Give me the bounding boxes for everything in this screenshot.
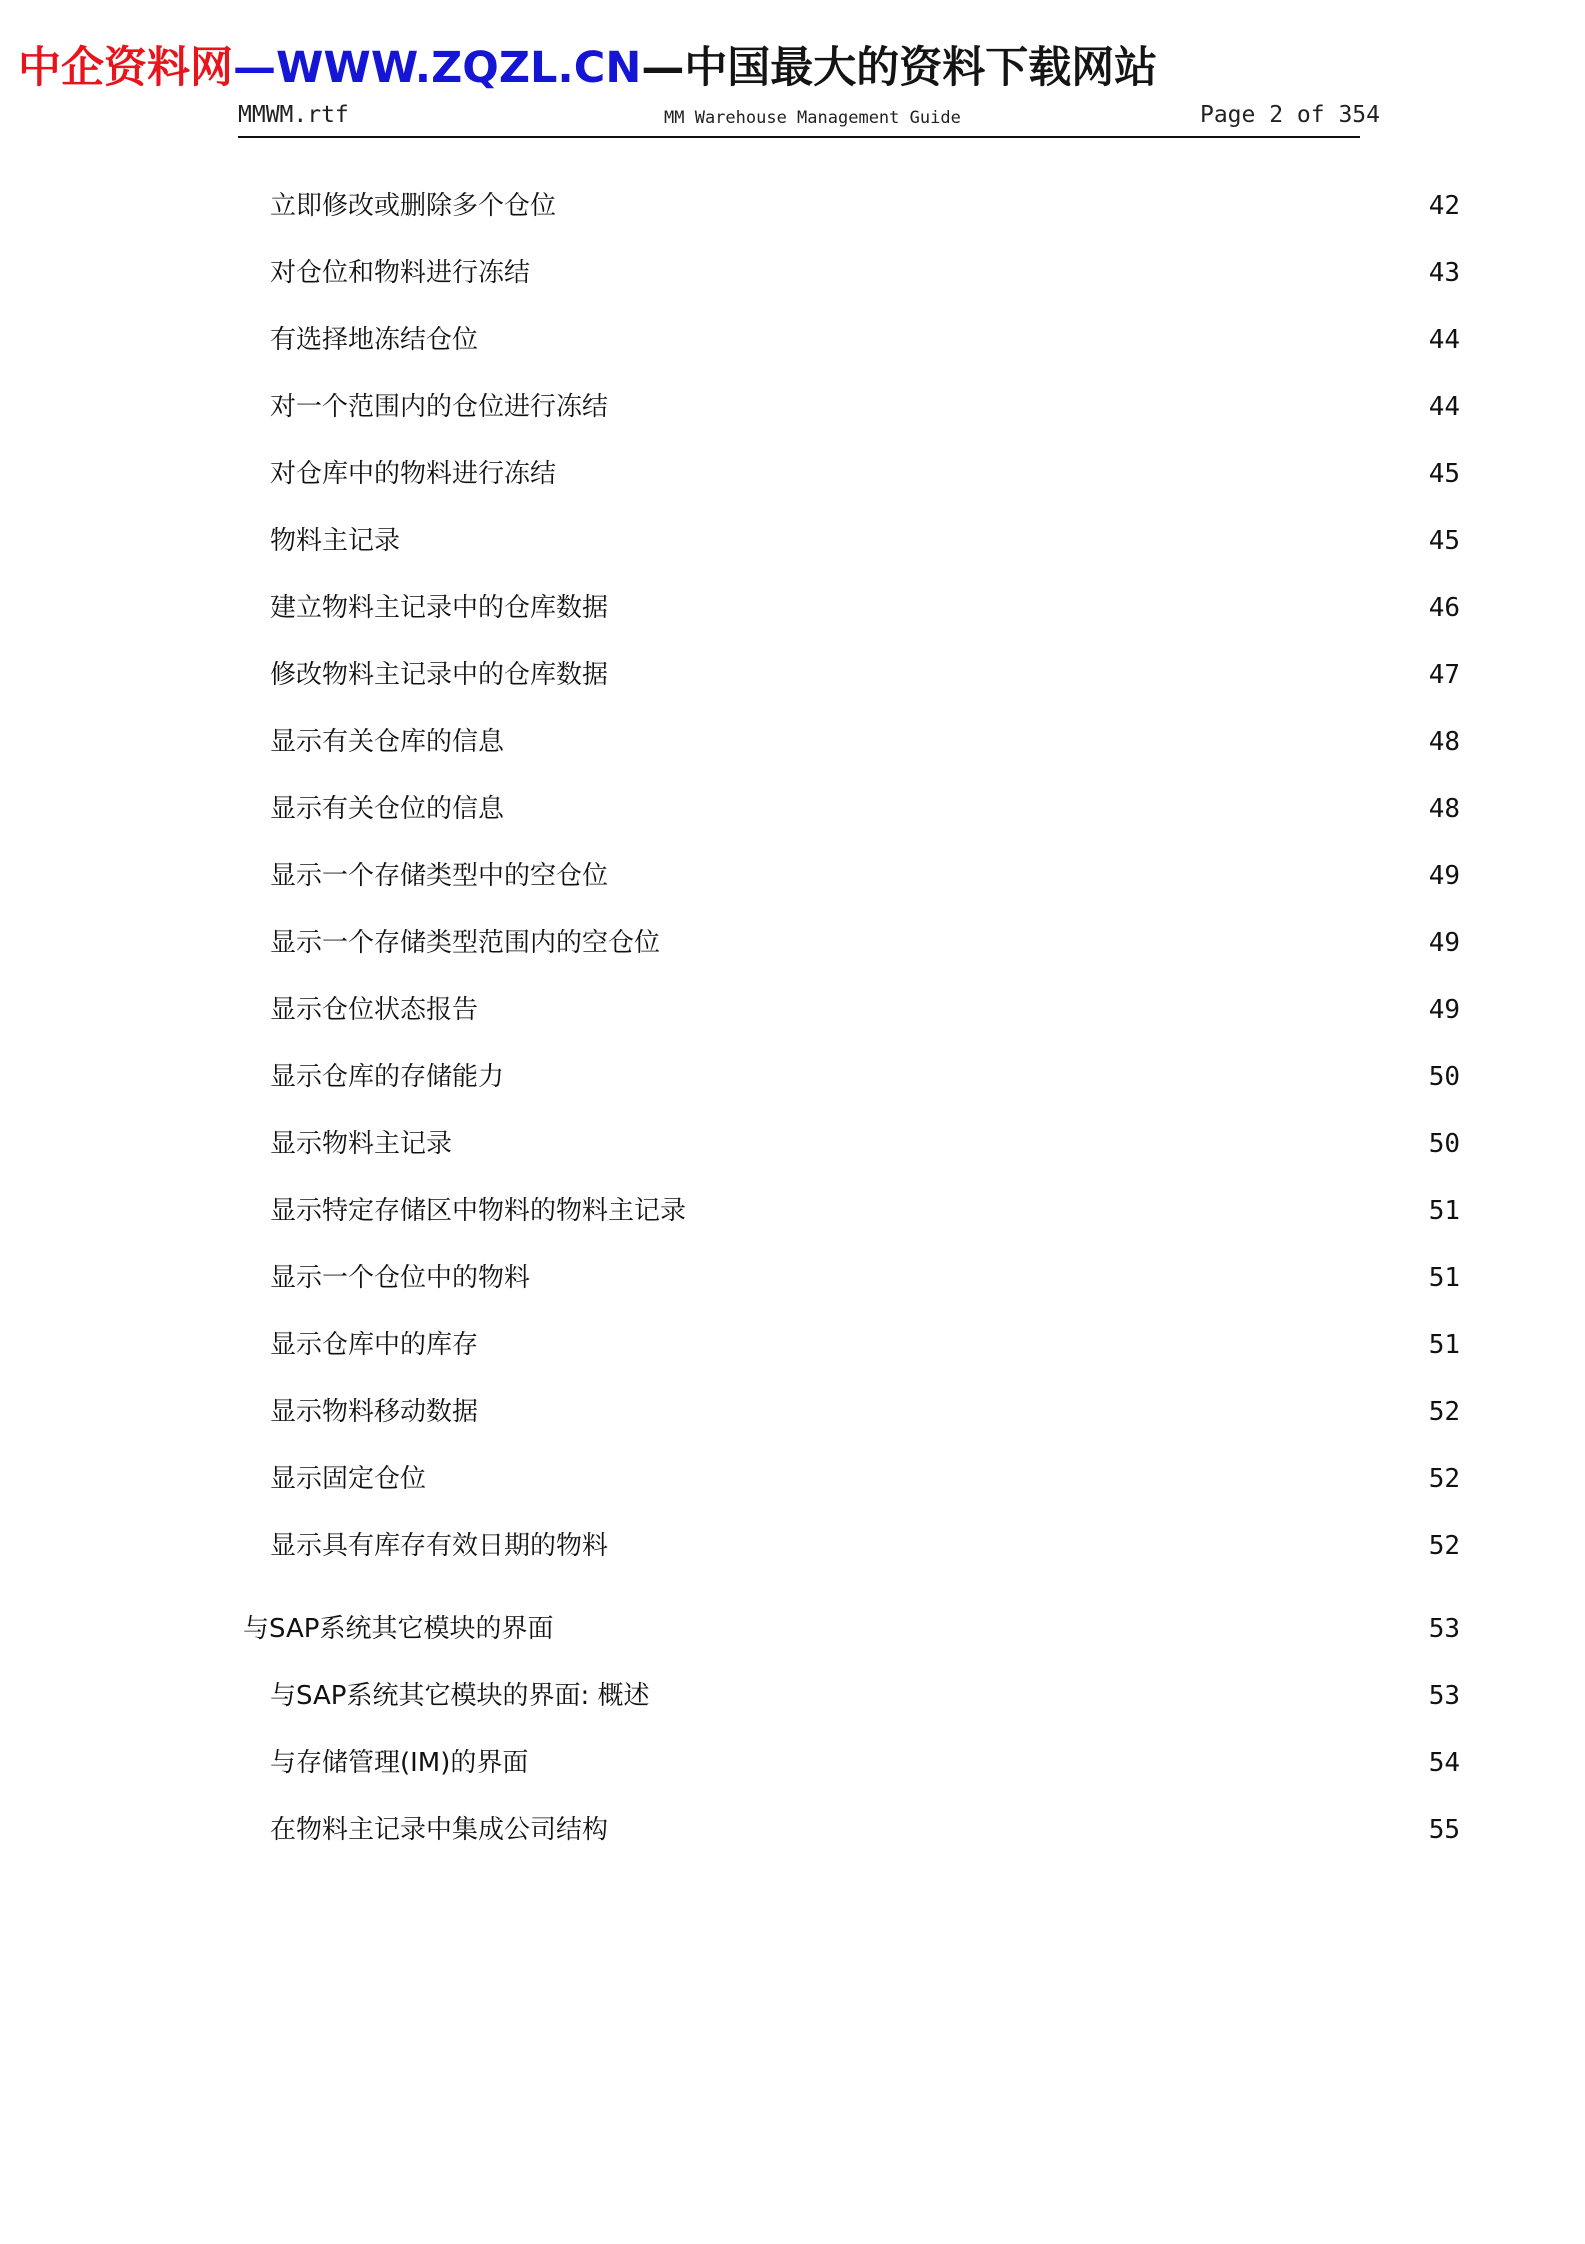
toc-entry-page: 49 xyxy=(1428,995,1460,1025)
toc-entry-title: 显示物料主记录 xyxy=(270,1129,453,1159)
toc-entry-page: 52 xyxy=(1428,1397,1460,1427)
toc-entry[interactable] xyxy=(240,186,1460,226)
toc-entry[interactable] xyxy=(240,655,1460,695)
site-banner xyxy=(18,38,1157,98)
toc-entry-title: 与存储管理(IM)的界面 xyxy=(270,1748,529,1778)
header-filename: MMWM.rtf xyxy=(238,102,349,128)
toc-entry-page: 48 xyxy=(1428,794,1460,824)
toc-entry-title: 对一个范围内的仓位进行冻结 xyxy=(270,392,609,422)
toc-entry-page: 50 xyxy=(1428,1129,1460,1159)
toc-entry-title: 显示一个仓位中的物料 xyxy=(270,1263,531,1293)
toc-entry-title: 显示一个存储类型中的空仓位 xyxy=(270,861,609,891)
toc-entry-title: 修改物料主记录中的仓库数据 xyxy=(270,660,609,690)
toc-entry-page: 51 xyxy=(1428,1263,1460,1293)
toc-entry[interactable] xyxy=(240,521,1460,561)
toc-entry-page: 44 xyxy=(1428,325,1460,355)
toc-entry[interactable] xyxy=(240,1609,1460,1649)
banner-site-name: 中企资料网 xyxy=(18,43,233,93)
toc-entry-title: 物料主记录 xyxy=(270,526,401,556)
toc-entry-title: 显示仓库中的库存 xyxy=(270,1330,479,1360)
toc-entry-title: 与SAP系统其它模块的界面: 概述 xyxy=(270,1681,650,1711)
toc-entry-title: 建立物料主记录中的仓库数据 xyxy=(270,593,609,623)
toc-entry[interactable] xyxy=(240,856,1460,896)
toc-entry-title: 显示物料移动数据 xyxy=(270,1397,479,1427)
toc-entry-title: 显示仓库的存储能力 xyxy=(270,1062,505,1092)
toc-entry[interactable] xyxy=(240,1392,1460,1432)
toc-entry-title: 有选择地冻结仓位 xyxy=(270,325,479,355)
toc-entry[interactable] xyxy=(240,588,1460,628)
toc-entry[interactable] xyxy=(240,722,1460,762)
toc-entry-title: 显示具有库存有效日期的物料 xyxy=(270,1531,609,1561)
toc-entry-page: 53 xyxy=(1428,1614,1460,1644)
toc-entry-title: 对仓库中的物料进行冻结 xyxy=(270,459,557,489)
toc-entry-page: 42 xyxy=(1428,191,1460,221)
toc-entry-page: 52 xyxy=(1428,1531,1460,1561)
toc-entry-page: 51 xyxy=(1428,1330,1460,1360)
header-document-title: MM Warehouse Management Guide xyxy=(664,108,961,128)
page-header xyxy=(238,98,1380,138)
toc-entry-page: 47 xyxy=(1428,660,1460,690)
toc-entry-title: 显示有关仓位的信息 xyxy=(270,794,505,824)
toc-entry-title: 显示有关仓库的信息 xyxy=(270,727,505,757)
toc-entry-page: 45 xyxy=(1428,526,1460,556)
toc-entry-title: 与SAP系统其它模块的界面 xyxy=(243,1614,554,1644)
toc-entry[interactable] xyxy=(240,1325,1460,1365)
toc-entry[interactable] xyxy=(240,1057,1460,1097)
toc-entry-page: 53 xyxy=(1428,1681,1460,1711)
toc-entry-page: 49 xyxy=(1428,928,1460,958)
toc-entry-title: 对仓位和物料进行冻结 xyxy=(270,258,531,288)
toc-entry[interactable] xyxy=(240,454,1460,494)
banner-slogan: —中国最大的资料下载网站 xyxy=(641,43,1158,93)
toc-entry-page: 46 xyxy=(1428,593,1460,623)
toc-entry[interactable] xyxy=(240,387,1460,427)
toc-entry-title: 显示特定存储区中物料的物料主记录 xyxy=(270,1196,687,1226)
toc-entry-page: 54 xyxy=(1428,1748,1460,1778)
toc-entry[interactable] xyxy=(240,1124,1460,1164)
toc-entry[interactable] xyxy=(240,1526,1460,1566)
toc-entry[interactable] xyxy=(240,1258,1460,1298)
toc-entry-page: 45 xyxy=(1428,459,1460,489)
toc-entry-page: 48 xyxy=(1428,727,1460,757)
toc-entry[interactable] xyxy=(240,1191,1460,1231)
toc-entry[interactable] xyxy=(240,789,1460,829)
toc-entry-title: 显示固定仓位 xyxy=(270,1464,427,1494)
toc-entry[interactable] xyxy=(240,990,1460,1030)
toc-entry[interactable] xyxy=(240,1743,1460,1783)
toc-entry[interactable] xyxy=(240,320,1460,360)
toc-entry[interactable] xyxy=(240,1810,1460,1850)
toc-entry[interactable] xyxy=(240,923,1460,963)
toc-entry[interactable] xyxy=(240,1676,1460,1716)
toc-entry-page: 43 xyxy=(1428,258,1460,288)
toc-entry-title: 立即修改或删除多个仓位 xyxy=(270,191,557,221)
toc-entry-title: 显示仓位状态报告 xyxy=(270,995,479,1025)
toc-entry-page: 51 xyxy=(1428,1196,1460,1226)
toc-entry-page: 55 xyxy=(1428,1815,1460,1845)
toc-entry-page: 50 xyxy=(1428,1062,1460,1092)
toc-entry-page: 44 xyxy=(1428,392,1460,422)
header-page-number: Page 2 of 354 xyxy=(1199,102,1380,128)
toc-entry-page: 52 xyxy=(1428,1464,1460,1494)
toc-entry[interactable] xyxy=(240,253,1460,293)
banner-site-url: —WWW.ZQZL.CN xyxy=(233,43,642,93)
toc-entry-page: 49 xyxy=(1428,861,1460,891)
toc-entry-title: 显示一个存储类型范围内的空仓位 xyxy=(270,928,661,958)
toc-entry[interactable] xyxy=(240,1459,1460,1499)
toc-entry-title: 在物料主记录中集成公司结构 xyxy=(270,1815,609,1845)
